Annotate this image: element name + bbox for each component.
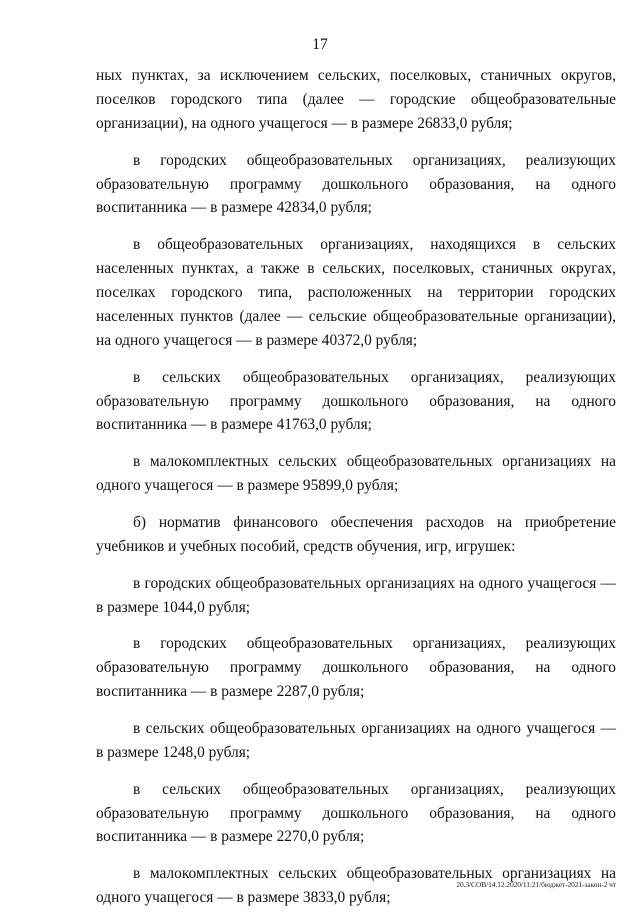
paragraph: в малокомплектных сельских общеобразовательных организациях на одного учащегося — в размере 95899,0 рубля; (96, 453, 616, 495)
paragraph: в сельских общеобразовательных организациях, реализующих образовательную программу дошкольного образования, на одного воспитанника — в размере 41763,0 рубля; (96, 368, 616, 434)
page-number: 17 (312, 36, 328, 53)
paragraph: в общеобразовательных организациях, находящихся в сельских населенных пунктах, а также в сельских, поселковых, станичных округах, поселках городского типа, расположенных на территории городских населенных пунктов (далее — сельские общеобразовательные организации), на одного учащегося — в размере 40372,0 рубля; (96, 236, 616, 349)
body-text (96, 64, 616, 923)
paragraph-section-b: б) норматив финансового обеспечения расходов на приобретение учебников и учебных пособий, средств обучения, игр, игрушек: (96, 513, 616, 555)
paragraph: в городских общеобразовательных организациях, реализующих образовательную программу дошкольного образования, на одного воспитанника — в размере 42834,0 рубля; (96, 151, 616, 217)
paragraph: в сельских общеобразовательных организациях, реализующих образовательную программу дошкольного образования, на одного воспитанника — в размере 2270,0 рубля; (96, 780, 616, 846)
footer-document-code: 20.3/СОВ/14.12.2020/11:21/бюджет-2021-закон-2 чт (456, 880, 616, 889)
paragraph: в городских общеобразовательных организациях, реализующих образовательную программу дошкольного образования, на одного воспитанника — в размере 2287,0 рубля; (96, 635, 616, 701)
paragraph: в сельских общеобразовательных организациях на одного учащегося — в размере 1248,0 рубля; (96, 719, 616, 761)
paragraph-continuation: ных пунктах, за исключением сельских, поселковых, станичных округов, поселков городского типа (далее — городские общеобразовательные организации), на одного учащегося — в размере 26833,0 рубля; (96, 67, 616, 132)
paragraph: в малокомплектных сельских общеобразовательных организациях на одного учащегося — в размере 3833,0 рубля; (96, 865, 616, 907)
paragraph: в городских общеобразовательных организациях на одного учащегося — в размере 1044,0 рубля; (96, 574, 616, 616)
